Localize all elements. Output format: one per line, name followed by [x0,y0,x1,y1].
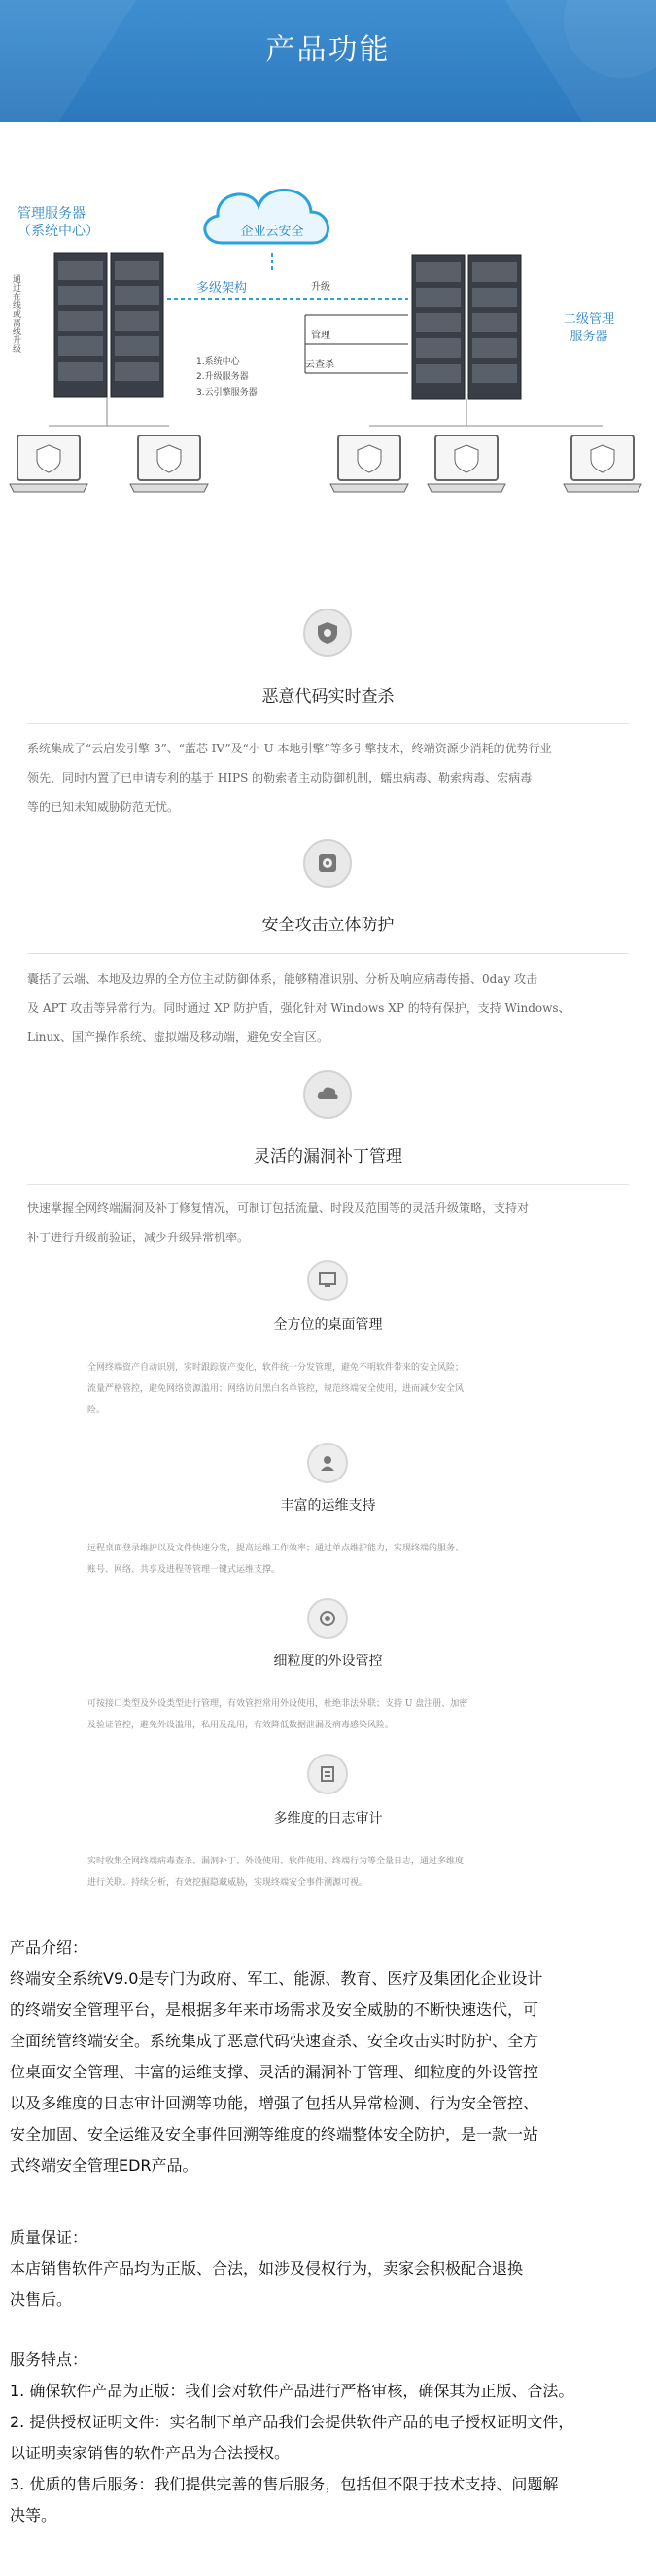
service-section [10,2345,648,2531]
operations-support-icon [307,1443,348,1483]
architecture-svg [0,122,656,550]
text-line: 2. 提供授权证明文件：实名制下单产品我们会提供软件产品的电子授权证明文件， [10,2413,574,2431]
feature-title: 灵活的漏洞补丁管理 [254,1147,402,1166]
function-item-1: 1.系统中心 [196,357,240,366]
subfeature-description [87,1357,573,1421]
subfeature-description [87,1538,573,1581]
text-line: 的终端安全管理平台，是根据多年来市场需求及安全威胁的不断快速迭代，可 [10,2001,539,2019]
subfeature-title: 细粒度的外设管控 [273,1654,383,1669]
feature-title: 安全攻击立体防护 [261,916,395,935]
divider [27,723,629,724]
log-audit-icon [307,1754,348,1794]
text-line: 补丁进行升级前验证，减少升级异常机率。 [27,1231,250,1244]
text-line: 安全加固、安全运维及安全事件回溯等维度的终端整体安全防护，是一款一站 [10,2125,539,2143]
text-line: 险。 [87,1406,106,1415]
text-line: Linux、国产操作系统、虚拟端及移动端，避免安全盲区。 [27,1030,329,1044]
link-cloud-scan: 云查杀 [305,360,334,370]
text-line: 决等。 [10,2506,57,2524]
quality-section [10,2222,648,2315]
text-line: 本店销售软件产品均为正版、合法，如涉及侵权行为，卖家会积极配合退换 [10,2259,524,2278]
secondary-server-label-1: 二级管理 [563,312,615,327]
text-line: 决售后。 [10,2290,73,2309]
function-item-2: 2.升级服务器 [196,372,249,382]
laptop-icon [428,435,505,492]
text-line: 远程桌面登录维护以及文件快速分发，提高运维工作效率；通过单点维护能力，实现终端的服务、 [87,1544,465,1553]
management-server-label-1: 管理服务器 [17,206,86,222]
text-line: 以证明卖家销售的软件产品为合法授权。 [10,2444,291,2462]
server-rack-icon [412,255,465,399]
bug-shield-icon [303,609,352,657]
laptop-icon [330,435,408,492]
device-control-icon [307,1598,348,1639]
cloud-patch-icon [303,1070,352,1119]
server-rack-icon [111,253,163,397]
tier-label: 多级架构 [196,281,248,296]
section-heading: 产品介绍： [10,1938,88,1957]
product-intro-section [10,1932,648,2181]
text-line: 位桌面安全管理、丰富的运维支撑、灵活的漏洞补丁管理、细粒度的外设管控 [10,2063,539,2081]
link-management: 管理 [311,331,330,341]
section-heading: 质量保证： [10,2228,88,2246]
function-item-3: 3.云引擎服务器 [196,388,258,398]
subfeature-description [87,1693,573,1736]
text-line: 3. 优质的售后服务：我们提供完善的售后服务，包括但不限于技术支持、问题解 [10,2475,559,2493]
text-line: 进行关联、持续分析，有效挖掘隐藏威胁，实现终端安全事件溯源可视。 [87,1878,368,1888]
text-line: 1. 确保软件产品为正版：我们会对软件产品进行严格审核，确保其为正版、合法。 [10,2382,574,2400]
page-title: 产品功能 [265,33,391,67]
text-line: 全网终端资产自动识别，实时跟踪资产变化，软件统一分发管理，避免不明软件带来的安全风险； [87,1363,465,1373]
text-line: 流量严格管控，避免网络资源滥用；网络访问黑白名单管控，规范终端安全使用，进而减少安全风 [87,1384,465,1394]
text-line: 及 APT 攻击等异常行为。同时通过 XP 防护盾，强化针对 Windows XP 的特有保护，支持 Windows、 [27,1001,570,1015]
laptop-icon [564,435,641,492]
desktop-management-icon [307,1260,348,1301]
subfeature-description [87,1851,573,1894]
feature-description [27,964,629,1052]
text-line: 囊括了云端、本地及边界的全方位主动防御体系，能够精准识别、分析及响应病毒传播、0day 攻击 [27,972,538,986]
shield-target-icon [303,839,352,888]
text-line: 快速掌握全网终端漏洞及补丁修复情况，可制订包括流量、时段及范围等的灵活升级策略，支持对 [27,1201,530,1215]
text-line: 及验证管控，避免外设滥用，私用及乱用，有效降低数据泄漏及病毒感染风险。 [87,1721,395,1730]
server-rack-icon [468,255,521,399]
text-line: 等的已知未知威胁防范无忧。 [27,800,180,814]
divider [27,953,629,954]
text-line: 领先，同时内置了已申请专利的基于 HIPS 的勒索者主动防御机制，蠕虫病毒、勒索病毒、宏病毒 [27,771,533,784]
cloud-label: 企业云安全 [240,225,304,239]
vertical-label: 通过在线或离线升级 [11,274,20,353]
feature-title: 恶意代码实时查杀 [261,687,395,707]
management-server-label-2: （系统中心） [17,224,99,239]
text-line: 式终端安全管理EDR产品。 [10,2156,198,2175]
subfeature-title: 多维度的日志审计 [273,1811,383,1827]
text-line: 终端安全系统V9.0是专门为政府、军工、能源、教育、医疗及集团化企业设计 [10,1969,543,1988]
text-line: 账号、网络、共享及进程等管理一键式运维支撑。 [87,1565,281,1575]
server-rack-icon [54,253,107,397]
laptop-icon [10,435,87,492]
text-line: 系统集成了“云启发引擎 3”、“蓝芯 IV”及“小 U 本地引擎”等多引擎技术，终端资源少消耗的优势行业 [27,742,552,755]
divider [27,1184,629,1185]
subfeature-title: 丰富的运维支持 [280,1498,376,1514]
text-line: 全面统管终端安全。系统集成了恶意代码快速查杀、安全攻击实时防护、全方 [10,2032,539,2050]
subfeature-title: 全方位的桌面管理 [273,1317,383,1333]
feature-description [27,734,629,821]
title-banner [0,0,656,122]
text-line: 以及多维度的日志审计回溯等功能，增强了包括从异常检测、行为安全管控、 [10,2094,539,2112]
architecture-diagram [0,122,656,550]
feature-description [27,1194,629,1252]
text-line: 实时收集全网终端病毒查杀、漏洞补丁、外设使用、软件使用、终端行为等全量日志，通过多维度 [87,1857,465,1866]
section-heading: 服务特点： [10,2350,88,2369]
laptop-icon [130,435,208,492]
secondary-server-label-2: 服务器 [570,330,608,344]
link-upgrade: 升级 [311,282,330,293]
text-line: 可按接口类型及外设类型进行管理，有效管控常用外设使用，杜绝非法外联；支持 U 盘注册、加密 [87,1699,468,1709]
